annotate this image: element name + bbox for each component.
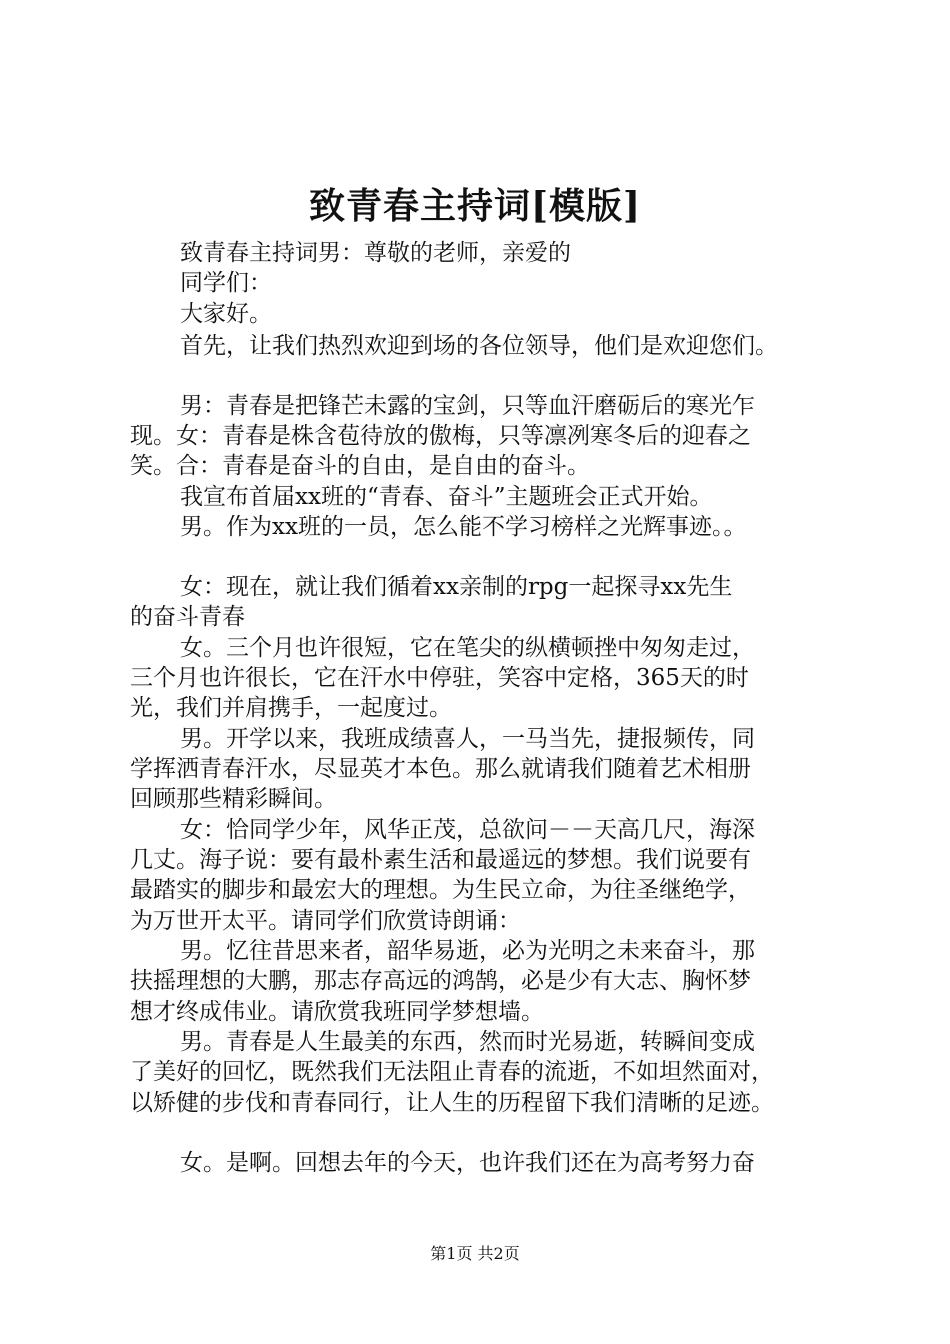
text-line: 光，我们并肩携手，一起度过。 [130,695,452,721]
text-line: 男：青春是把锋芒未露的宝剑，只等血汗磨砺后的寒光乍 [180,393,755,419]
text-line: 女。是啊。回想去年的今天，也许我们还在为高考努力奋 [180,1150,755,1176]
document-title: 致青春主持词[模版] [308,185,642,227]
text-line: 现。女：青春是株含苞待放的傲梅，只等凛冽寒冬后的迎春之 [130,423,751,449]
text-line: 笑。合：青春是奋斗的自由，是自由的奋斗。 [130,453,590,479]
text-line: 男。青春是人生最美的东西，然而时光易逝，转瞬间变成 [180,1029,755,1055]
text-line: 想才终成伟业。请欣赏我班同学梦想墙。 [130,999,544,1025]
text-line: 首先，让我们热烈欢迎到场的各位领导，他们是欢迎您们。 [180,333,778,359]
text-line: 三个月也许很长，它在汗水中停驻，笑容中定格，365天的时 [130,665,749,691]
text-line: 男。忆往昔思来者，韶华易逝，必为光明之未来奋斗，那 [180,938,755,964]
text-line: 了美好的回忆，既然我们无法阻止青春的流逝，不如坦然面对， [130,1059,774,1085]
text-line: 为万世开太平。请同学们欣赏诗朗诵： [130,908,521,934]
text-line: 我宣布首届xx班的“青春、奋斗”主题班会正式开始。 [180,484,713,510]
text-line: 最踏实的脚步和最宏大的理想。为生民立命，为往圣继绝学， [130,877,751,903]
text-line: 以矫健的步伐和青春同行，让人生的历程留下我们清晰的足迹。 [130,1090,774,1116]
text-line: 男。作为xx班的一员，怎么能不学习榜样之光辉事迹。。 [180,514,747,540]
text-line: 回顾那些精彩瞬间。 [130,786,337,812]
text-line: 的奋斗青春 [130,604,245,630]
text-line: 学挥洒青春汗水，尽显英才本色。那么就请我们随着艺术相册 [130,756,751,782]
text-line: 致青春主持词男：尊敬的老师，亲爱的 [180,240,571,266]
text-line: 大家好。 [180,301,272,327]
text-line: 女：恰同学少年，风华正茂，总欲问－－天高几尺，海深 [180,817,755,843]
text-line: 同学们： [180,270,272,296]
text-line: 几丈。海子说：要有最朴素生活和最遥远的梦想。我们说要有 [130,847,751,873]
text-line: 女。三个月也许很短，它在笔尖的纵横顿挫中匆匆走过， [180,635,755,661]
text-line: 女：现在，就让我们循着xx亲制的rpg一起探寻xx先生 [180,574,733,600]
text-line: 扶摇理想的大鹏，那志存高远的鸿鹄，必是少有大志、胸怀梦 [130,968,751,994]
text-line: 男。开学以来，我班成绩喜人，一马当先，捷报频传，同 [180,726,755,752]
page-footer: 第1页 共2页 [430,1244,520,1263]
